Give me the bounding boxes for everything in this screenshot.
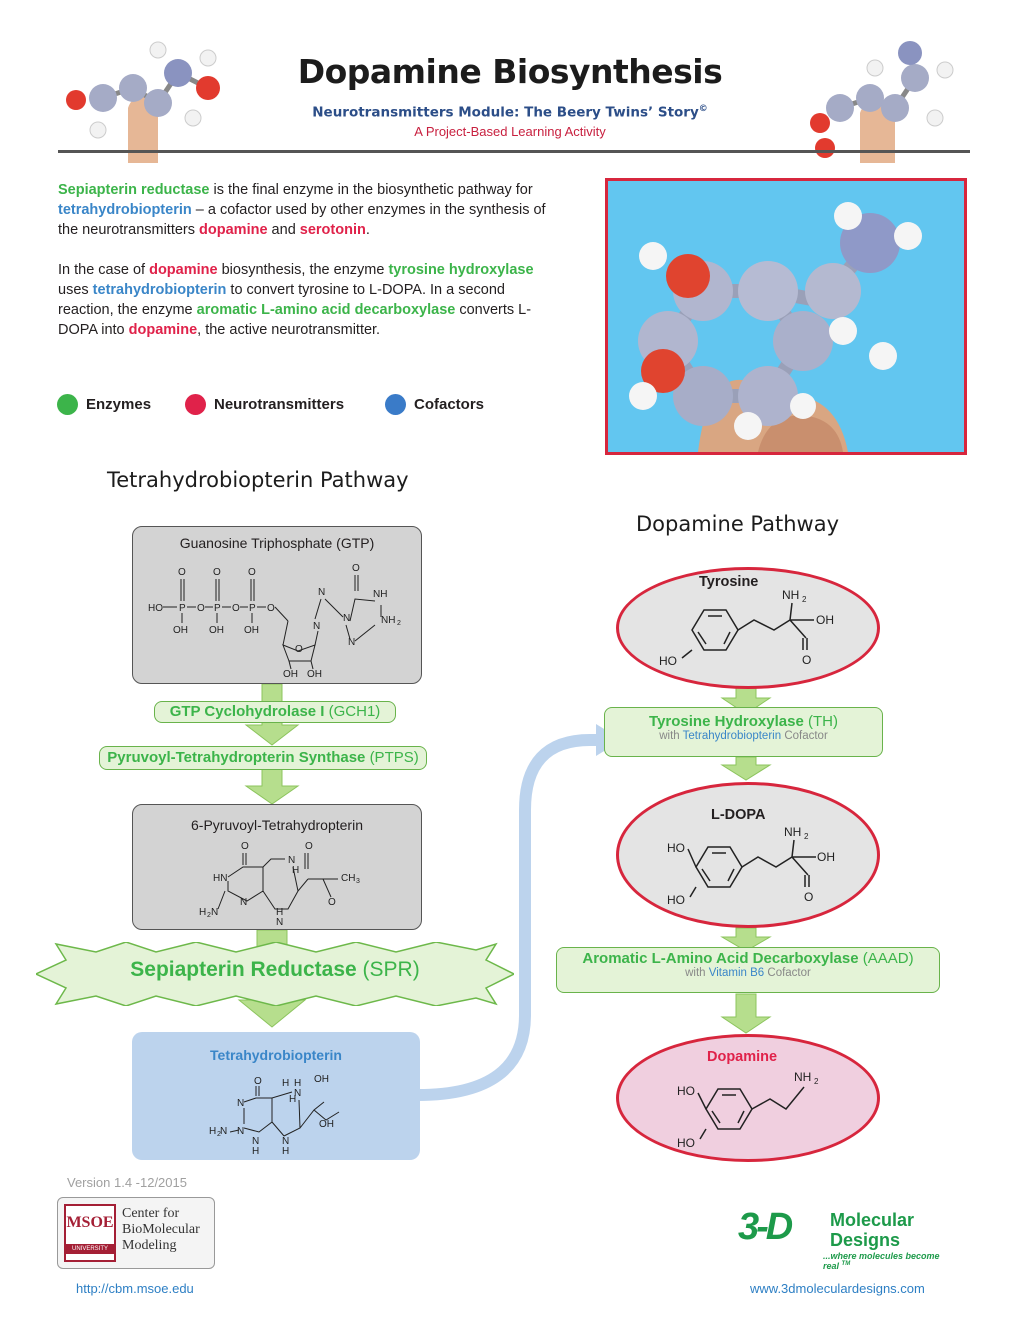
tetrahydrobiopterin-box <box>132 1032 420 1160</box>
svg-text:N: N <box>288 855 296 866</box>
svg-text:2: 2 <box>397 620 401 627</box>
svg-text:N: N <box>211 907 219 918</box>
intro-text-segment: is the final enzyme in the biosynthetic pathway for <box>209 182 533 198</box>
svg-text:HO: HO <box>148 603 163 614</box>
ldopa-circle <box>616 782 880 928</box>
svg-text:O: O <box>267 603 275 614</box>
svg-text:N: N <box>252 1136 260 1147</box>
svg-text:O: O <box>802 653 812 667</box>
intro-text-segment: Sepiapterin reductase <box>58 182 210 198</box>
intro-text-segment: tyrosine hydroxylase <box>388 262 534 278</box>
dopamine-label: Dopamine <box>707 1049 778 1065</box>
url-left-link[interactable]: http://cbm.msoe.edu <box>76 1281 194 1296</box>
gtp-structure <box>143 561 413 681</box>
svg-text:HN: HN <box>213 873 228 884</box>
legend-cofactors: Cofactors <box>385 393 484 415</box>
svg-text:N: N <box>282 1136 290 1147</box>
svg-text:HO: HO <box>667 893 685 907</box>
svg-text:2: 2 <box>804 832 809 841</box>
svg-text:O: O <box>178 567 186 578</box>
svg-text:O: O <box>232 603 240 614</box>
svg-text:N: N <box>240 897 248 908</box>
msoe-logo <box>57 1197 215 1269</box>
svg-text:OH: OH <box>319 1119 334 1130</box>
tetrahydrobiopterin-label: Tetrahydrobiopterin <box>210 1047 342 1063</box>
svg-text:NH: NH <box>373 589 388 600</box>
svg-text:O: O <box>213 567 221 578</box>
intro-text-segment: to convert tyrosine to L-DOPA. In a second reaction, the enzyme <box>58 282 505 318</box>
intro-text-segment: serotonin <box>299 222 366 238</box>
svg-text:OH: OH <box>283 669 298 680</box>
svg-text:N: N <box>237 1098 245 1109</box>
svg-text:OH: OH <box>244 625 259 636</box>
tetrahydrobiopterin-structure <box>204 1072 354 1154</box>
svg-text:H: H <box>209 1126 217 1137</box>
pyruvoyl-label: 6-Pyruvoyl-Tetrahydropterin <box>191 817 363 833</box>
dopamine-pathway-heading: Dopamine Pathway <box>636 512 840 536</box>
intro-text-segment: and <box>267 222 300 238</box>
version-label: Version 1.4 -12/2015 <box>67 1175 187 1190</box>
intro-text-segment: uses <box>58 282 93 298</box>
svg-text:OH: OH <box>209 625 224 636</box>
page-title: Dopamine Biosynthesis <box>297 52 723 91</box>
svg-text:2: 2 <box>217 1131 221 1138</box>
svg-text:NH: NH <box>794 1070 812 1084</box>
intro-text-segment: converts L-DOPA into <box>58 302 532 338</box>
svg-text:N: N <box>343 613 351 624</box>
page-subtitle-2: A Project-Based Learning Activity <box>414 124 606 139</box>
tyrosine-structure <box>654 588 854 673</box>
svg-text:HO: HO <box>659 654 677 668</box>
svg-text:NH: NH <box>784 825 802 839</box>
legend-enzymes: Enzymes <box>57 393 151 415</box>
svg-text:H: H <box>199 907 207 918</box>
intro-text-segment: , the active neurotransmitter. <box>197 322 381 338</box>
svg-text:P: P <box>179 603 186 614</box>
svg-text:NH: NH <box>782 588 800 602</box>
aaad-cofactor: with Vitamin B6 Cofactor <box>685 967 811 979</box>
svg-text:P: P <box>249 603 256 614</box>
svg-text:HO: HO <box>677 1136 695 1150</box>
svg-text:NH: NH <box>381 615 396 626</box>
intro-text-segment: dopamine <box>128 322 198 338</box>
svg-text:OH: OH <box>817 850 835 864</box>
svg-text:N: N <box>294 1088 302 1099</box>
url-right-link[interactable]: www.3dmoleculardesigns.com <box>750 1281 925 1296</box>
page-subtitle: Neurotransmitters Module: The Beery Twins’ Story© <box>312 104 708 121</box>
svg-text:N: N <box>348 637 356 648</box>
svg-text:OH: OH <box>307 669 322 680</box>
spr-label: Sepiapterin Reductase (SPR) <box>130 958 420 981</box>
svg-text:OH: OH <box>816 613 834 627</box>
svg-text:H: H <box>289 1094 297 1105</box>
msoe-text: Center for BioMolecular Modeling <box>122 1206 200 1253</box>
dopamine-structure <box>674 1067 844 1152</box>
brand-tagline: ...where molecules become real ™ <box>823 1251 940 1271</box>
svg-text:O: O <box>248 567 256 578</box>
enzyme-ptps: Pyruvoyl-Tetrahydropterin Synthase (PTPS) <box>99 746 427 770</box>
svg-text:O: O <box>305 841 313 852</box>
ldopa-structure <box>664 825 864 910</box>
enzyme-th: Tyrosine Hydroxylase (TH) with Tetrahydrobiopterin Cofactor <box>604 707 883 757</box>
svg-text:2: 2 <box>207 912 211 919</box>
gtp-box <box>132 526 422 684</box>
svg-text:2: 2 <box>802 595 807 604</box>
thb-pathway-heading: Tetrahydrobiopterin Pathway <box>107 468 409 492</box>
svg-text:HO: HO <box>677 1084 695 1098</box>
intro-text-segment: . <box>365 222 370 238</box>
svg-text:3: 3 <box>356 878 360 885</box>
svg-text:O: O <box>352 563 360 574</box>
svg-text:O: O <box>197 603 205 614</box>
svg-text:HO: HO <box>667 841 685 855</box>
svg-text:H: H <box>292 865 300 876</box>
3d-molecular-designs-logo: 3-D Molecular Designs ...where molecules become real ™ <box>738 1207 958 1267</box>
legend-neurotransmitters: Neurotransmitters <box>185 393 344 415</box>
gtp-label: Guanosine Triphosphate (GTP) <box>179 535 375 551</box>
intro-text-segment: In the case of <box>58 262 150 278</box>
intro-text-segment: tetrahydrobiopterin <box>58 202 192 218</box>
svg-text:N: N <box>313 621 321 632</box>
svg-text:OH: OH <box>314 1074 329 1085</box>
svg-text:H: H <box>282 1078 290 1089</box>
intro-text-segment: biosynthesis, the enzyme <box>217 262 389 278</box>
svg-text:H: H <box>276 907 284 918</box>
svg-text:2: 2 <box>814 1077 819 1086</box>
svg-text:H: H <box>294 1078 302 1089</box>
tyrosine-circle <box>616 567 880 689</box>
ldopa-label: L-DOPA <box>711 807 766 823</box>
svg-text:O: O <box>295 644 303 655</box>
svg-text:O: O <box>804 890 814 904</box>
svg-text:O: O <box>328 897 336 908</box>
svg-text:CH: CH <box>341 873 356 884</box>
enzyme-gch1: GTP Cyclohydrolase I (GCH1) <box>154 701 396 723</box>
svg-text:O: O <box>241 841 249 852</box>
msoe-mark: MSOE UNIVERSITY <box>64 1204 116 1262</box>
intro-text-segment: – a cofactor used by other enzymes in the synthesis of the neurotransmitters <box>58 202 546 238</box>
svg-text:H: H <box>252 1146 260 1154</box>
tyrosine-label: Tyrosine <box>699 574 759 590</box>
intro-text-segment: dopamine <box>199 222 268 238</box>
intro-text-segment: tetrahydrobiopterin <box>92 282 227 298</box>
dopamine-circle <box>616 1034 880 1162</box>
enzyme-aaad: Aromatic L-Amino Acid Decarboxylase (AAAD) with Vitamin B6 Cofactor <box>556 947 940 993</box>
svg-text:N: N <box>276 917 284 927</box>
intro-text-segment: dopamine <box>149 262 218 278</box>
svg-text:N: N <box>237 1126 245 1137</box>
svg-text:N: N <box>220 1126 228 1137</box>
svg-text:OH: OH <box>173 625 188 636</box>
svg-text:P: P <box>214 603 221 614</box>
pyruvoyl-box <box>132 804 422 930</box>
pyruvoyl-structure <box>193 839 373 927</box>
svg-text:H: H <box>282 1146 290 1154</box>
svg-text:O: O <box>254 1076 262 1087</box>
svg-text:N: N <box>318 587 326 598</box>
intro-text-segment: aromatic L-amino acid decarboxylase <box>196 302 456 318</box>
th-cofactor: with Tetrahydrobiopterin Cofactor <box>659 730 828 742</box>
